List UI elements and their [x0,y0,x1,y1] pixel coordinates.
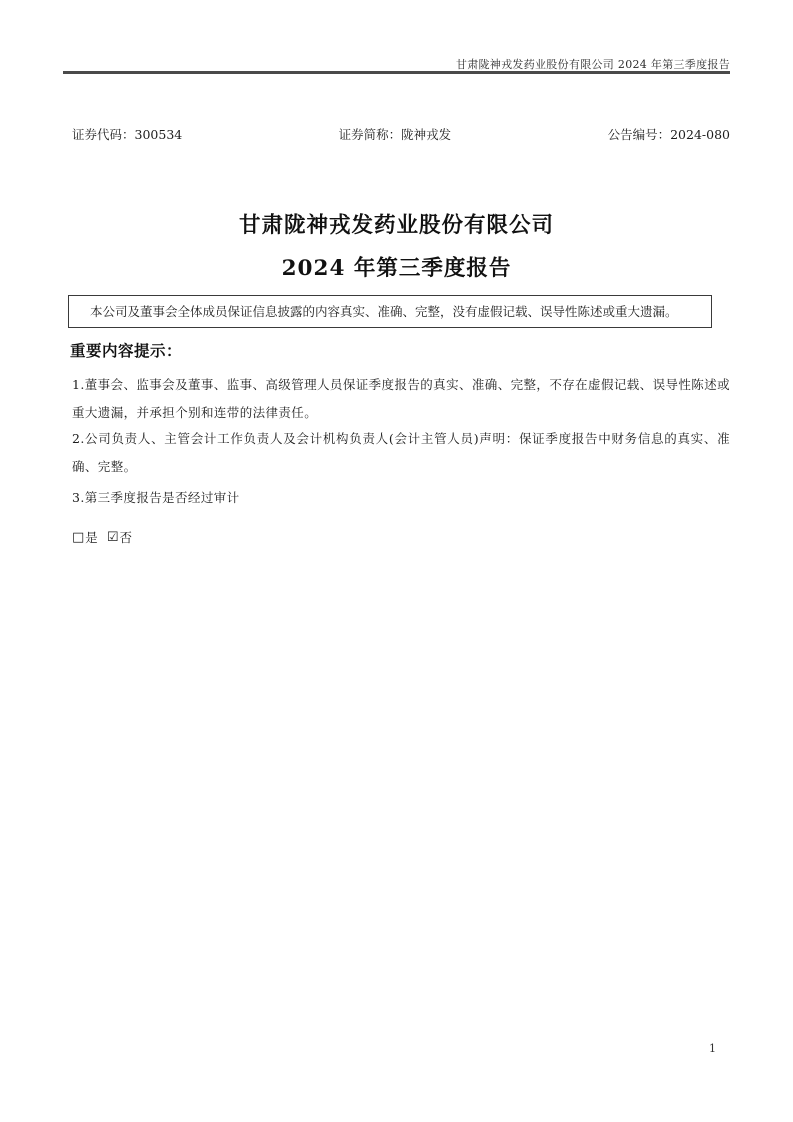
checkbox-checked-icon: ☑ [106,530,119,545]
announcement-no-cell [608,125,730,143]
page-number: 1 [709,1042,716,1055]
checkbox-unchecked-icon: □ [72,530,85,545]
stock-code-label: 证券代码： [72,127,135,142]
stock-code-value: 300534 [134,127,183,142]
audit-option-no [107,524,132,552]
header-rule-divider [63,71,730,74]
important-notice-heading: 重要内容提示： [70,341,183,360]
running-header: 甘肃陇神戎发药业股份有限公司 2024 年第三季度报告 [455,58,730,71]
document-title-report: 2024 年第三季度报告 [281,256,512,281]
announcement-no-label: 公告编号： [607,127,671,142]
announcement-no-value: 2024-080 [670,127,730,142]
declaration-box: 本公司及董事会全体成员保证信息披露的内容真实、准确、完整，没有虚假记载、误导性陈述或重大遗漏。 [68,295,712,328]
stock-abbr-cell [339,125,452,143]
audit-answer-row [72,524,132,552]
notice-item-1: 1.董事会、监事会及董事、监事、高级管理人员保证季度报告的真实、准确、完整，不存在虚假记载、误导性陈述或重大遗漏，并承担个别和连带的法律责任。 [72,377,730,420]
audit-option-yes [72,524,98,552]
notice-item-2: 2.公司负责人、主管会计工作负责人及会计机构负责人(会计主管人员)声明：保证季度报告中财务信息的真实、准确、完整。 [72,431,730,474]
stock-abbr-value: 陇神戎发 [401,127,452,142]
stock-code-cell [72,125,182,143]
audit-no-label: 否 [119,530,132,545]
audit-yes-label: 是 [85,530,98,545]
stock-abbr-label: 证券简称： [338,127,402,142]
document-title-company: 甘肃陇神戎发药业股份有限公司 [238,213,554,238]
securities-meta-row [72,125,730,143]
notice-item-3: 3.第三季度报告是否经过审计 [72,490,240,505]
